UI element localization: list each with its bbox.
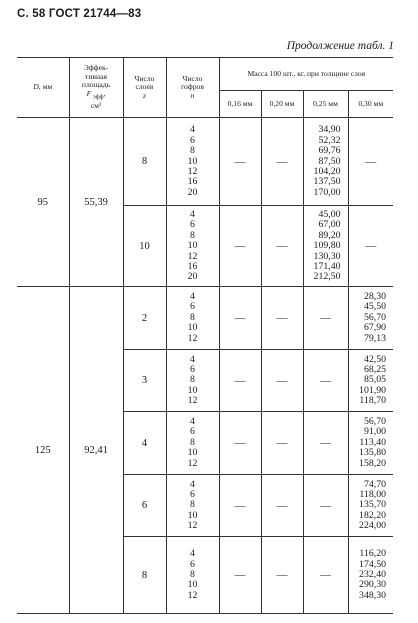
list-value: 10 — [187, 509, 198, 521]
column-header-thickness-030: 0,30 мм — [348, 91, 393, 118]
corrugations-cell — [166, 287, 219, 350]
list-value: 12 — [187, 589, 198, 601]
mass-dash-cell-m016: — — [219, 537, 261, 614]
effective-area-cell: 55,39 — [69, 118, 123, 287]
mass-dash-cell-m016: — — [219, 287, 261, 350]
layers-cell: 8 — [123, 537, 166, 614]
corrugations-cell — [166, 412, 219, 475]
list-value: 45,00 — [318, 208, 341, 220]
list-value: 118,70 — [359, 395, 386, 407]
list-value: 6 — [190, 134, 195, 146]
mass-dash-cell-m025: — — [303, 287, 348, 350]
list-value: 12 — [187, 165, 198, 177]
column-header-d: D, мм — [17, 58, 69, 118]
layers-cell: 10 — [123, 206, 166, 287]
list-value: 34,90 — [318, 124, 341, 136]
table-body — [17, 118, 393, 614]
list-value: 6 — [190, 558, 195, 570]
list-value: 8 — [190, 311, 195, 323]
list-value: 8 — [190, 568, 195, 580]
mass-dash-cell-m020: — — [261, 206, 303, 287]
corrugations-cell — [166, 349, 219, 412]
list-value: 8 — [190, 229, 195, 241]
list-value: 6 — [190, 363, 195, 375]
list-value: 170,00 — [313, 186, 341, 198]
list-value: 137,50 — [313, 176, 341, 188]
list-value: 6 — [190, 489, 195, 501]
mass-cell-m030 — [348, 349, 393, 412]
list-value: 10 — [187, 240, 198, 252]
mass-dash-cell-m016: — — [219, 118, 261, 206]
table-continuation-note: Продолжение табл. 1 — [286, 40, 394, 52]
list-value: 45,50 — [363, 301, 386, 313]
mass-cell-m025 — [303, 206, 348, 287]
mass-dash-cell-m016: — — [219, 412, 261, 475]
column-header-thickness-025: 0,25 мм — [303, 91, 348, 118]
list-value: 12 — [187, 520, 198, 532]
layers-cell: 2 — [123, 287, 166, 350]
mass-cell-m030 — [348, 537, 393, 614]
list-value: 79,13 — [363, 332, 386, 344]
list-value: 224,00 — [359, 520, 386, 532]
list-value: 4 — [190, 291, 195, 303]
list-value: 6 — [190, 301, 195, 313]
mass-cell-m030 — [348, 412, 393, 475]
mass-table — [17, 57, 393, 614]
list-value: 12 — [187, 457, 198, 469]
list-value: 85,05 — [363, 374, 386, 386]
layers-cell: 6 — [123, 474, 166, 537]
list-value: 8 — [190, 145, 195, 157]
list-value: 174,50 — [359, 558, 386, 570]
list-value: 109,80 — [313, 240, 341, 252]
mass-dash-cell-m020: — — [261, 349, 303, 412]
list-value: 158,20 — [359, 457, 386, 469]
column-header-effective-area: Эффек- тивная площадь F $_{эфф}$, см² — [69, 58, 123, 118]
table-container — [17, 57, 393, 614]
page-header: С. 58 ГОСТ 21744—83 — [17, 8, 142, 20]
column-header-layers: Число слоев z — [123, 58, 166, 118]
list-value: 67,00 — [318, 219, 341, 231]
mass-dash-cell-m016: — — [219, 474, 261, 537]
corrugations-cell — [166, 206, 219, 287]
list-value: 130,30 — [313, 250, 341, 262]
list-value: 69,76 — [318, 145, 341, 157]
mass-dash-cell-m020: — — [261, 474, 303, 537]
list-value: 16 — [187, 176, 198, 188]
column-header-thickness-016: 0,16 мм — [219, 91, 261, 118]
list-value: 6 — [190, 219, 195, 231]
list-value: 68,25 — [363, 363, 386, 375]
list-value: 10 — [187, 579, 198, 591]
column-header-corrugations: Число гофров n — [166, 58, 219, 118]
effective-area-cell: 92,41 — [69, 287, 123, 614]
list-value: 232,40 — [359, 568, 386, 580]
mass-dash-cell-m025: — — [303, 537, 348, 614]
column-header-mass-group: Масса 100 шт., кг, при толщине слоя — [219, 58, 393, 91]
mass-dash-cell-m020: — — [261, 287, 303, 350]
list-value: 20 — [187, 186, 198, 198]
column-header-thickness-020: 0,20 мм — [261, 91, 303, 118]
list-value: 104,20 — [313, 165, 341, 177]
list-value: 212,50 — [313, 271, 341, 283]
list-value: 4 — [190, 124, 195, 136]
mass-cell-m030 — [348, 287, 393, 350]
mass-dash-cell-m020: — — [261, 412, 303, 475]
list-value: 56,70 — [363, 416, 386, 428]
mass-dash-cell-m030: — — [348, 118, 393, 206]
list-value: 4 — [190, 548, 195, 560]
table-row — [17, 287, 393, 350]
corrugations-cell — [166, 474, 219, 537]
mass-dash-cell-m025: — — [303, 349, 348, 412]
list-value: 4 — [190, 208, 195, 220]
list-value: 52,32 — [318, 134, 341, 146]
list-value: 74,70 — [363, 478, 386, 490]
list-value: 10 — [187, 322, 198, 334]
list-value: 56,70 — [363, 311, 386, 323]
list-value: 348,30 — [359, 589, 386, 601]
list-value: 89,20 — [318, 229, 341, 241]
layers-cell: 4 — [123, 412, 166, 475]
list-value: 91,00 — [363, 426, 386, 438]
mass-dash-cell-m025: — — [303, 474, 348, 537]
list-value: 4 — [190, 416, 195, 428]
list-value: 10 — [187, 384, 198, 396]
list-value: 113,40 — [359, 436, 386, 448]
list-value: 118,00 — [359, 489, 386, 501]
list-value: 67,90 — [363, 322, 386, 334]
list-value: 135,80 — [359, 447, 386, 459]
diameter-cell: 125 — [17, 287, 69, 614]
list-value: 171,40 — [313, 260, 341, 272]
list-value: 87,50 — [318, 155, 341, 167]
mass-dash-cell-m020: — — [261, 537, 303, 614]
list-value: 101,90 — [359, 384, 386, 396]
list-value: 8 — [190, 374, 195, 386]
list-value: 12 — [187, 395, 198, 407]
table-row — [17, 118, 393, 206]
list-value: 6 — [190, 426, 195, 438]
list-value: 4 — [190, 353, 195, 365]
mass-dash-cell-m025: — — [303, 412, 348, 475]
layers-cell: 8 — [123, 118, 166, 206]
list-value: 20 — [187, 271, 198, 283]
diameter-cell: 95 — [17, 118, 69, 287]
list-value: 16 — [187, 260, 198, 272]
list-value: 116,20 — [359, 548, 386, 560]
list-value: 8 — [190, 499, 195, 511]
list-value: 10 — [187, 447, 198, 459]
mass-cell-m030 — [348, 474, 393, 537]
list-value: 8 — [190, 436, 195, 448]
list-value: 12 — [187, 332, 198, 344]
mass-dash-cell-m020: — — [261, 118, 303, 206]
layers-cell: 3 — [123, 349, 166, 412]
list-value: 4 — [190, 478, 195, 490]
list-value: 12 — [187, 250, 198, 262]
list-value: 182,20 — [359, 509, 386, 521]
corrugations-cell — [166, 537, 219, 614]
list-value: 28,30 — [363, 291, 386, 303]
corrugations-cell — [166, 118, 219, 206]
list-value: 290,30 — [359, 579, 386, 591]
mass-dash-cell-m016: — — [219, 349, 261, 412]
list-value: 10 — [187, 155, 198, 167]
mass-dash-cell-m030: — — [348, 206, 393, 287]
list-value: 42,50 — [363, 353, 386, 365]
list-value: 135,70 — [359, 499, 386, 511]
mass-dash-cell-m016: — — [219, 206, 261, 287]
mass-cell-m025 — [303, 118, 348, 206]
